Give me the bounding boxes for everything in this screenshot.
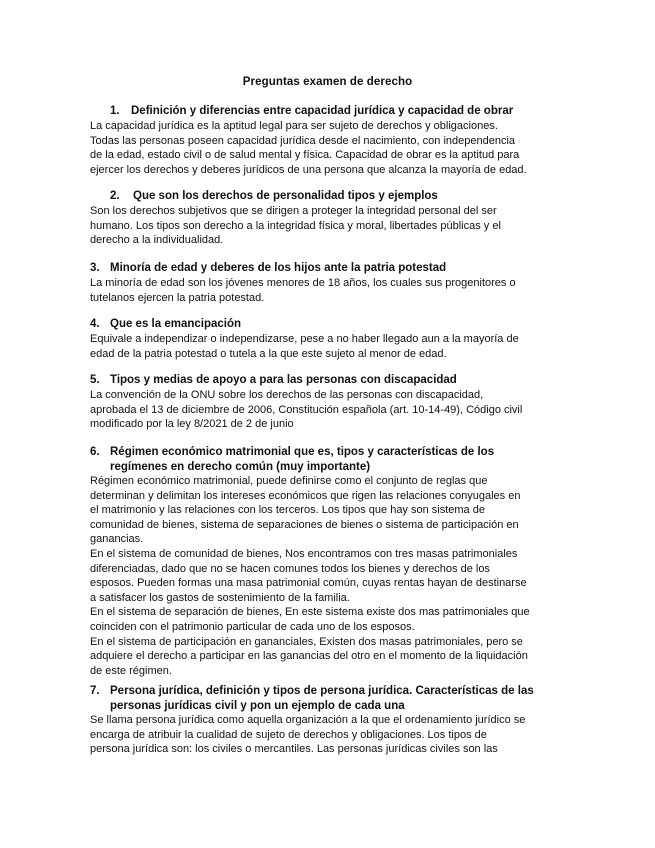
answer-paragraph-2 — [90, 204, 568, 248]
question-title: Que son los derechos de personalidad tipos y ejemplos — [133, 190, 438, 202]
question-number: 6. — [90, 446, 100, 458]
question-title-cont: regímenes en derecho común (muy importante) — [110, 461, 371, 473]
answer-line: modificado por la ley 8/2021 de 2 de junio — [90, 418, 294, 431]
answer-line: ejercer los derechos y deberes jurídicos de una persona que alcanza la mayoría de edad. — [90, 163, 527, 176]
answer-line: humano. Los tipos son derecho a la integridad física y moral, libertades públicas y el — [90, 219, 501, 232]
answer-line: edad de la patria potestad o tutela a la que este sujeto al menor de edad. — [90, 347, 447, 360]
answer-line: encarga de atribuir la cualidad de sujeto de derechos y obligaciones. Los tipos de — [90, 728, 487, 741]
answer-line: de este régimen. — [90, 664, 172, 677]
question-heading-3 — [90, 261, 446, 276]
answer-line: esposos. Pueden formas una masa patrimonial común, cuyas rentas hayan de destinarse — [90, 577, 527, 590]
answer-line: aprobada el 13 de diciembre de 2006, Constitución española (art. 10-14-49), Código civil — [90, 403, 523, 416]
question-number: 7. — [90, 685, 100, 697]
answer-line: Régimen económico matrimonial, puede definirse como el conjunto de reglas que — [90, 475, 488, 487]
answer-line: ganancias. — [90, 533, 144, 546]
answer-paragraph-4 — [90, 332, 568, 361]
document-title: Preguntas examen de derecho — [242, 76, 413, 88]
answer-line: En el sistema de comunidad de bienes, Nos encontramos con tres masas patrimoniales — [90, 547, 518, 560]
answer-line: Equivale a independizar o independizarse, pese a no haber llegado aun a la mayoría de — [90, 333, 519, 345]
question-title: Definición y diferencias entre capacidad jurídica y capacidad de obrar — [131, 105, 514, 117]
question-heading-7 — [90, 684, 534, 714]
question-title: Minoría de edad y deberes de los hijos ante la patria potestad — [110, 262, 447, 274]
answer-line: a satisfacer los gastos de sostenimiento de la familia. — [90, 591, 350, 604]
question-title: Persona jurídica, definición y tipos de persona jurídica. Características de las — [110, 685, 534, 697]
question-number: 4. — [90, 318, 100, 330]
answer-paragraph-6 — [90, 474, 568, 678]
question-number: 2. — [110, 190, 120, 202]
question-title: Régimen económico matrimonial que es, tipos y características de los — [110, 446, 495, 458]
question-heading-5 — [90, 373, 457, 388]
question-heading-6 — [90, 445, 494, 475]
answer-line: En el sistema de separación de bienes, En este sistema existe dos mas patrimoniales que — [90, 606, 530, 619]
question-number: 1. — [110, 105, 120, 117]
answer-paragraph-1 — [90, 119, 568, 177]
answer-line: de la edad, estado civil o de salud mental y física. Capacidad de obrar es la aptitud para — [90, 149, 520, 162]
question-number: 3. — [90, 262, 100, 274]
question-heading-1 — [110, 104, 513, 119]
answer-line: En el sistema de participación en gananciales, Existen dos masas patrimoniales, pero se — [90, 635, 523, 648]
answer-line: persona jurídica son: los civiles o mercantiles. Las personas jurídicas civiles son las — [90, 743, 498, 756]
question-title: Que es la emancipación — [110, 318, 242, 330]
answer-line: La convención de la ONU sobre los derechos de las personas con discapacidad, — [90, 389, 484, 401]
answer-paragraph-5 — [90, 388, 568, 432]
question-heading-2 — [110, 189, 438, 204]
answer-line: Todas las personas poseen capacidad jurídica desde el nacimiento, con independencia — [90, 134, 516, 147]
answer-line: La minoría de edad son los jóvenes menores de 18 años, los cuales sus progenitores o — [90, 277, 516, 289]
answer-line: Son los derechos subjetivos que se dirigen a proteger la integridad personal del ser — [90, 205, 497, 217]
question-title-cont: personas jurídicas civil y pon un ejemplo de cada una — [110, 700, 405, 712]
answer-line: derecho a la individualidad. — [90, 234, 224, 247]
question-number: 5. — [90, 374, 100, 386]
answer-line: comunidad de bienes, sistema de separaciones de bienes o sistema de participación en — [90, 518, 519, 531]
question-title: Tipos y medias de apoyo a para las personas con discapacidad — [110, 374, 457, 386]
answer-line: La capacidad jurídica es la aptitud legal para ser sujeto de derechos y obligaciones. — [90, 120, 498, 132]
question-heading-4 — [90, 317, 241, 332]
answer-line: Se llama persona jurídica como aquella organización a la que el ordenamiento jurídico se — [90, 714, 526, 726]
answer-line: tutelanos ejercen la patria potestad. — [90, 291, 265, 304]
answer-line: determinan y delimitan los intereses económicos que rigen las relaciones conyugales en — [90, 489, 521, 502]
answer-line: el matrimonio y las relaciones con los terceros. Los tipos que hay son sistema de — [90, 504, 485, 517]
answer-paragraph-3 — [90, 276, 568, 305]
answer-line: coinciden con el patrimonio particular de cada uno de los esposos. — [90, 620, 415, 633]
answer-paragraph-7 — [90, 713, 568, 757]
answer-line: adquiere el derecho a participar en las ganancias del otro en el momento de la liquidación — [90, 650, 528, 663]
answer-line: diferenciadas, dado que no se hacen comunes todos los bienes y derechos de los — [90, 562, 490, 575]
